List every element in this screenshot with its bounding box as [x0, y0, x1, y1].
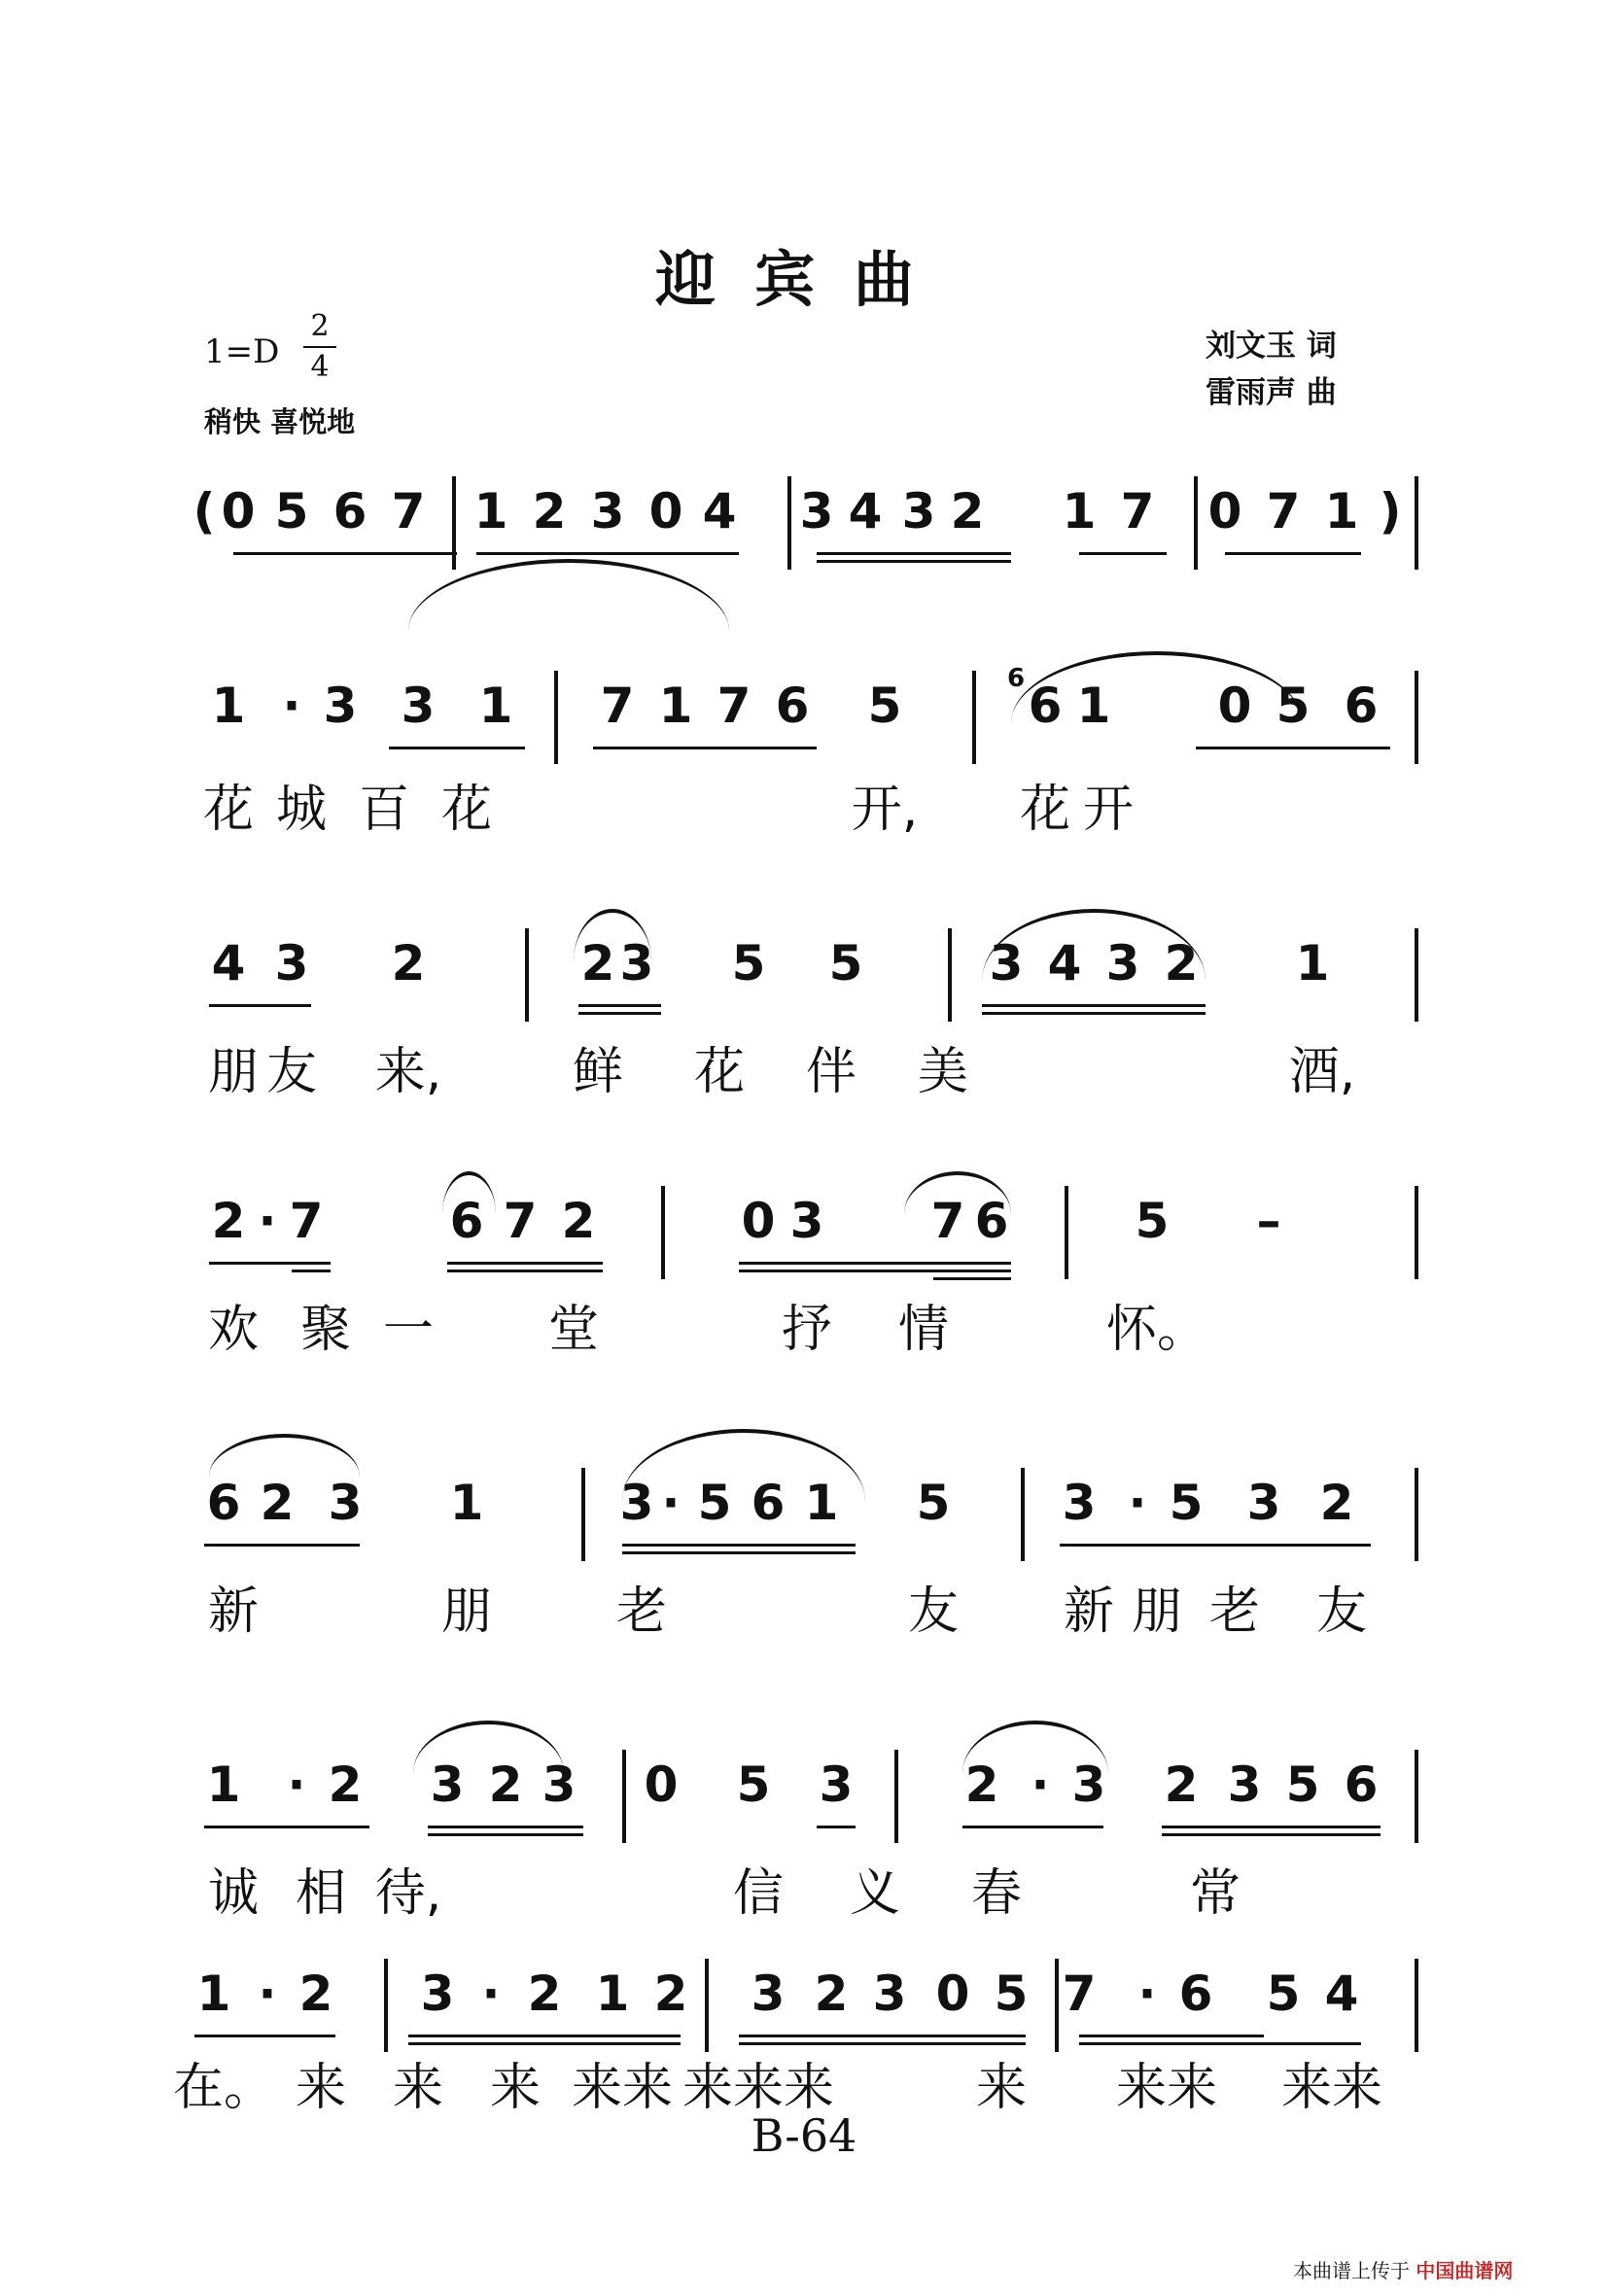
note: 2 — [814, 1966, 849, 2022]
lyric: 新 — [207, 1583, 260, 1641]
slur-arc — [209, 1434, 360, 1477]
note: 3 — [1071, 1757, 1106, 1813]
score-row — [0, 476, 1608, 671]
note: 2 — [211, 1193, 246, 1249]
note: 0 — [1217, 678, 1252, 734]
note: 3 — [799, 483, 834, 539]
beam-underline — [447, 1262, 603, 1265]
note: 6 — [1344, 678, 1379, 734]
barline — [1415, 671, 1418, 764]
time-signature — [303, 309, 336, 385]
barline — [894, 1750, 898, 1843]
lyric: 花 — [1019, 781, 1071, 839]
note: 7 — [717, 678, 752, 734]
beam-underline — [408, 2042, 681, 2045]
lyric: 来来 — [1115, 2059, 1218, 2117]
note: 5 — [867, 678, 902, 734]
beam-underline — [739, 2042, 1026, 2045]
note: 2 — [391, 935, 426, 991]
note: 3 — [1105, 935, 1140, 991]
lyric: 来来来 — [682, 2059, 835, 2117]
note: 2 — [1319, 1475, 1354, 1531]
lyric: 城 — [275, 781, 328, 839]
note: 2 — [561, 1193, 596, 1249]
note: 0 — [741, 1193, 776, 1249]
beam-underline — [962, 1826, 1103, 1828]
beam-underline — [739, 1262, 1011, 1265]
beam-underline — [209, 1004, 311, 1007]
note: 6 — [1344, 1757, 1379, 1813]
note: 2 — [328, 1757, 363, 1813]
note: 3 — [901, 483, 936, 539]
note: 3 — [420, 1966, 455, 2022]
note: 2 — [950, 483, 985, 539]
note: 4 — [211, 935, 246, 991]
slur-arc — [962, 1721, 1108, 1773]
beam-underline — [1225, 552, 1361, 555]
note: 2 — [964, 1757, 999, 1813]
slur-arc — [622, 1429, 865, 1501]
slur-arc — [442, 1171, 496, 1214]
lyric: 老 — [1208, 1583, 1261, 1641]
barline — [1194, 476, 1198, 570]
lyric: 常 — [1189, 1864, 1241, 1923]
note: 6 — [751, 1475, 786, 1531]
barline — [1055, 1959, 1059, 2052]
note: 0 — [221, 483, 256, 539]
note: 7 — [503, 1193, 538, 1249]
note: 3 — [1246, 1475, 1281, 1531]
note: 3 — [619, 935, 654, 991]
note: 1 — [196, 1966, 231, 2022]
barline — [787, 476, 791, 570]
note: 7 — [1120, 483, 1155, 539]
note: 5 — [736, 1757, 771, 1813]
barline — [1415, 1468, 1418, 1561]
note: 3 — [789, 1193, 824, 1249]
note: 2 — [580, 935, 615, 991]
note: 5 — [994, 1966, 1029, 2022]
note: 6 — [775, 678, 810, 734]
note: 5 — [828, 935, 863, 991]
note: 3 — [590, 483, 625, 539]
dot-extension: · — [481, 1966, 501, 2022]
beam-underline — [739, 2035, 1026, 2037]
note: 2 — [298, 1966, 333, 2022]
dot-extension: · — [1128, 1475, 1147, 1531]
lyric: 聚 — [299, 1301, 352, 1359]
note: 1 — [595, 1966, 630, 2022]
note: 3 — [751, 1966, 786, 2022]
note: 5 — [1285, 1757, 1320, 1813]
grace-note: 6 — [1006, 664, 1026, 693]
lyric: 一 — [382, 1301, 435, 1359]
note: 5 — [1169, 1475, 1204, 1531]
note: 1 — [206, 1757, 241, 1813]
note: 1 — [473, 483, 508, 539]
note: 2 — [653, 1966, 688, 2022]
note: 3 — [989, 935, 1024, 991]
note: 1 — [1295, 935, 1330, 991]
beam-underline — [1196, 747, 1390, 749]
barline — [705, 1959, 709, 2052]
dot-extension: · — [1031, 1757, 1050, 1813]
beam-underline — [982, 1004, 1206, 1007]
note: 3 — [1227, 1757, 1262, 1813]
note: 3 — [819, 1757, 854, 1813]
note: 4 — [1047, 935, 1082, 991]
note: 0 — [1207, 483, 1242, 539]
lyric: 老 — [615, 1583, 668, 1641]
note: 0 — [935, 1966, 970, 2022]
note: 4 — [1324, 1966, 1359, 2022]
time-sig-top: 2 — [310, 309, 330, 343]
lyric: 鲜 — [572, 1043, 624, 1101]
lyric: 来 — [392, 2059, 444, 2117]
barline — [1415, 928, 1418, 1022]
slur-arc — [982, 909, 1206, 981]
lyric: 欢 — [207, 1301, 260, 1359]
beam-underline — [209, 1262, 331, 1265]
lyric: 义 — [849, 1864, 901, 1923]
beam-underline — [233, 552, 457, 555]
note: 1 — [1076, 678, 1111, 734]
note: 3 — [1062, 1475, 1097, 1531]
note: 6 — [332, 483, 367, 539]
beam-underline — [622, 1544, 856, 1547]
lyric: 情 — [897, 1301, 950, 1359]
note: 3 — [401, 678, 436, 734]
beam-underline — [1162, 1833, 1381, 1836]
note: 5 — [1266, 1966, 1301, 2022]
dot-extension: · — [1137, 1966, 1157, 2022]
note: ) — [1379, 483, 1402, 539]
note: 7 — [391, 483, 426, 539]
lyric: 来来 — [1280, 2059, 1383, 2117]
dot-extension: · — [282, 678, 301, 734]
beam-underline — [933, 1277, 1011, 1280]
barline — [452, 476, 456, 570]
footer-text: 本曲谱上传于 — [1293, 2259, 1410, 2282]
lyric: 朋 — [440, 1583, 493, 1641]
note: 5 — [1135, 1193, 1170, 1249]
note: 3 — [430, 1757, 465, 1813]
note: 6 — [974, 1193, 1009, 1249]
barline — [661, 1186, 665, 1279]
lyric: 来来 — [571, 2059, 674, 2117]
beam-underline — [593, 747, 817, 749]
note: 7 — [600, 678, 635, 734]
barline — [1415, 476, 1418, 570]
note: 2 — [527, 1966, 562, 2022]
lyric: 美 — [917, 1043, 969, 1101]
note: ( — [192, 483, 216, 539]
note: 1 — [804, 1475, 839, 1531]
lyric: 待, — [374, 1864, 442, 1923]
lyric: 相 — [295, 1864, 347, 1923]
barline — [622, 1750, 626, 1843]
beam-underline — [194, 2035, 335, 2037]
beam-underline — [739, 1270, 1011, 1272]
note: 3 — [328, 1475, 363, 1531]
note: 6 — [1178, 1966, 1213, 2022]
note: 3 — [872, 1966, 907, 2022]
lyric: 来 — [975, 2059, 1028, 2117]
lyric: 开 — [1082, 781, 1135, 839]
beam-underline — [1079, 2035, 1264, 2037]
lyric: 诚 — [207, 1864, 260, 1923]
note: 7 — [930, 1193, 965, 1249]
beam-underline — [389, 747, 525, 749]
note: 0 — [648, 483, 683, 539]
beam-underline — [428, 1826, 583, 1828]
note: 1 — [658, 678, 693, 734]
lyricist-credit: 刘文玉 词 — [1206, 329, 1337, 364]
beam-underline — [1079, 2042, 1361, 2045]
note: 5 — [697, 1475, 732, 1531]
lyric: 伴 — [805, 1043, 857, 1101]
lyric: 友 — [265, 1043, 318, 1101]
lyric: 友 — [1315, 1583, 1368, 1641]
beam-underline — [578, 1004, 661, 1007]
lyric: 来 — [295, 2059, 347, 2117]
barline — [525, 928, 529, 1022]
barline — [1065, 1186, 1068, 1279]
slur-arc — [574, 909, 651, 961]
note: 3 — [542, 1757, 577, 1813]
beam-underline — [428, 1833, 583, 1836]
barline — [1415, 1959, 1418, 2052]
note: 2 — [532, 483, 567, 539]
lyric: 朋 — [207, 1043, 260, 1101]
beam-underline — [1162, 1826, 1381, 1828]
beam-underline — [292, 1270, 331, 1272]
note: 1 — [478, 678, 513, 734]
note: 3 — [323, 678, 358, 734]
lyric: 酒, — [1288, 1043, 1356, 1101]
note: 7 — [289, 1193, 324, 1249]
note: 2 — [488, 1757, 523, 1813]
lyric: 在。 — [172, 2059, 275, 2117]
beam-underline — [408, 2035, 681, 2037]
footer-brand: 中国曲谱网 — [1416, 2259, 1514, 2282]
time-sig-bottom: 4 — [310, 350, 330, 384]
note: – — [1256, 1193, 1281, 1249]
lyric: 百 — [358, 781, 410, 839]
barline — [948, 928, 952, 1022]
note: 7 — [1062, 1966, 1097, 2022]
page-number: B-64 — [751, 2109, 857, 2162]
lyric: 信 — [732, 1864, 785, 1923]
note: 2 — [1164, 1757, 1199, 1813]
note: 5 — [731, 935, 766, 991]
dot-extension: · — [258, 1966, 277, 2022]
barline — [1415, 1750, 1418, 1843]
note: 0 — [644, 1757, 679, 1813]
dot-extension: · — [661, 1475, 681, 1531]
note: 6 — [1028, 678, 1063, 734]
lyric: 堂 — [547, 1301, 600, 1359]
note: 1 — [211, 678, 246, 734]
lyric: 花 — [202, 781, 255, 839]
lyric: 来 — [489, 2059, 542, 2117]
note: 4 — [848, 483, 883, 539]
beam-underline — [476, 552, 739, 555]
barline — [1415, 1186, 1418, 1279]
composer-credit: 雷雨声 曲 — [1206, 375, 1337, 410]
tempo-marking: 稍快 喜悦地 — [204, 405, 356, 438]
barline — [554, 671, 558, 764]
barline — [972, 671, 976, 764]
beam-underline — [817, 1826, 856, 1828]
slur-arc — [413, 1721, 564, 1773]
note: 7 — [1266, 483, 1301, 539]
beam-underline — [622, 1551, 856, 1554]
lyric: 怀。 — [1105, 1301, 1208, 1359]
dot-extension: · — [258, 1193, 277, 1249]
note: 1 — [1324, 483, 1359, 539]
lyric: 朋 — [1131, 1583, 1183, 1641]
beam-underline — [1079, 552, 1167, 555]
footer — [1293, 2255, 1513, 2283]
note: 6 — [449, 1193, 484, 1249]
beam-underline — [578, 1012, 661, 1015]
song-title: 迎宾曲 — [654, 244, 953, 315]
beam-underline — [204, 1826, 369, 1828]
fraction-bar — [303, 346, 336, 348]
beam-underline — [817, 560, 1011, 563]
note: 3 — [619, 1475, 654, 1531]
note: 6 — [206, 1475, 241, 1531]
beam-underline — [1060, 1544, 1371, 1547]
lyric: 花 — [693, 1043, 746, 1101]
note: 5 — [1276, 678, 1311, 734]
barline — [1021, 1468, 1025, 1561]
beam-underline — [447, 1270, 603, 1272]
lyric: 花 — [440, 781, 493, 839]
slur-arc — [904, 1171, 1011, 1214]
lyric: 新 — [1063, 1583, 1115, 1641]
dot-extension: · — [287, 1757, 306, 1813]
lyric: 抒 — [781, 1301, 833, 1359]
beam-underline — [982, 1012, 1206, 1015]
lyric: 来, — [374, 1043, 442, 1101]
note: 5 — [274, 483, 309, 539]
note: 2 — [1164, 935, 1199, 991]
note: 5 — [916, 1475, 951, 1531]
barline — [384, 1959, 388, 2052]
beam-underline — [817, 552, 1011, 555]
lyric: 开, — [851, 781, 919, 839]
barline — [581, 1468, 585, 1561]
note: 2 — [260, 1475, 295, 1531]
key-signature: 1=D — [204, 332, 280, 371]
beam-underline — [204, 1544, 360, 1547]
note: 1 — [1062, 483, 1097, 539]
note: 1 — [449, 1475, 484, 1531]
note: 4 — [702, 483, 737, 539]
lyric: 友 — [907, 1583, 960, 1641]
lyric: 春 — [970, 1864, 1023, 1923]
note: 3 — [274, 935, 309, 991]
